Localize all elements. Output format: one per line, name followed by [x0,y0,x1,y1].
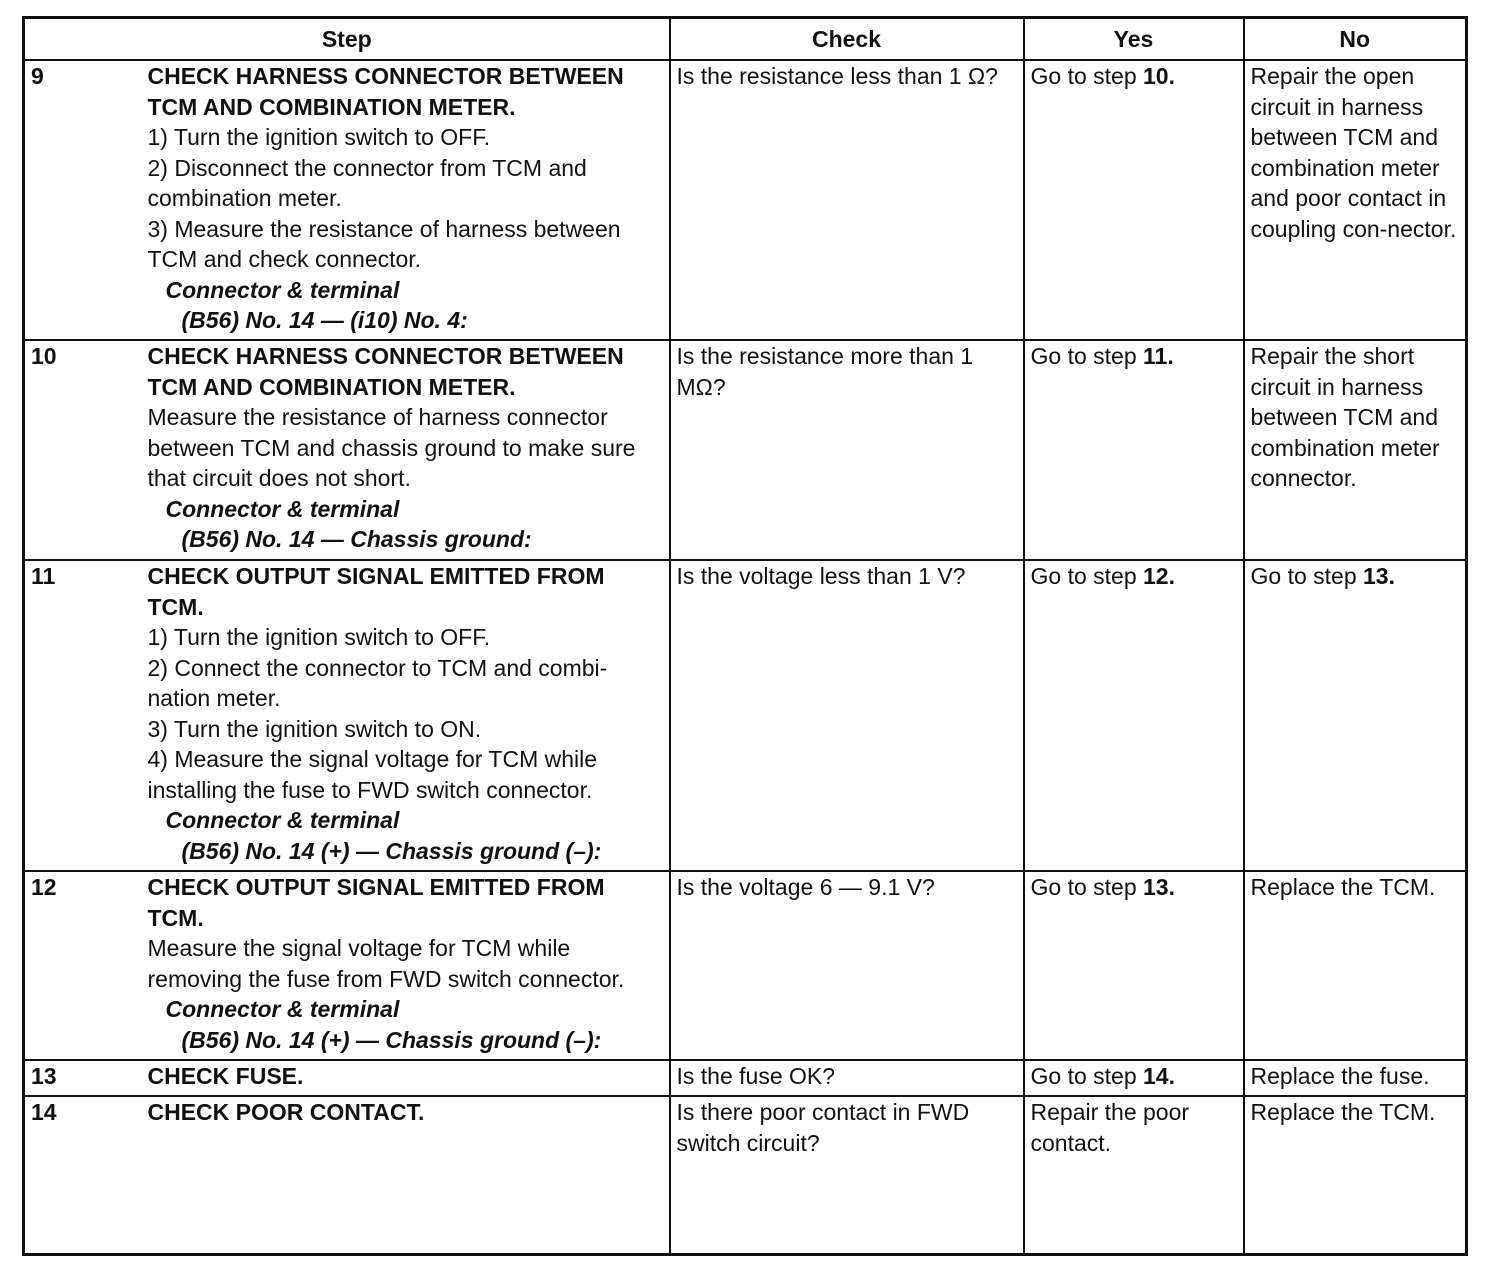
yes-step-ref: 10. [1143,63,1175,89]
no-cell: Repair the short circuit in harness between TCM and combination meter connector. [1244,340,1467,560]
step-title: CHECK POOR CONTACT. [147,1099,425,1125]
header-no: No [1244,18,1467,61]
check-cell: Is the voltage less than 1 V? [670,560,1024,871]
step-title: CHECK FUSE. [147,1063,304,1089]
yes-cell: Repair the poor contact. [1024,1096,1244,1254]
step-instruction: 3) Turn the ignition switch to ON. [147,715,482,742]
step-cell [142,871,670,1060]
check-cell: Is there poor contact in FWD switch circuit? [670,1096,1024,1254]
table-row [24,60,1467,340]
yes-cell [1024,60,1244,340]
header-step: Step [24,18,670,61]
step-title: CHECK OUTPUT SIGNAL EMITTED FROM TCM. [147,563,605,620]
step-cell [142,340,670,560]
step-cell [142,60,670,340]
connector-label: Connector & terminal [165,495,400,522]
check-cell: Is the voltage 6 — 9.1 V? [670,871,1024,1060]
step-title: CHECK HARNESS CONNECTOR BETWEEN TCM AND COMBINATION METER. [147,63,624,120]
step-instruction: 2) Disconnect the connector from TCM and combination meter. [147,154,587,211]
yes-prefix: Go to step [1030,63,1144,89]
step-number: 14 [24,1096,142,1254]
table-row [24,871,1467,1060]
yes-step-ref: 12. [1143,563,1175,589]
step-cell [142,1060,670,1096]
no-cell: Replace the TCM. [1244,871,1467,1060]
no-cell: Replace the TCM. [1244,1096,1467,1254]
connector-label: Connector & terminal [165,807,400,833]
step-number: 9 [24,60,142,340]
yes-cell [1024,340,1244,560]
no-prefix: Go to step [1250,563,1364,589]
yes-cell [1024,560,1244,871]
yes-step-ref: 14. [1143,1063,1175,1089]
header-yes: Yes [1024,18,1244,61]
step-instruction: 2) Connect the connector to TCM and combi-nation meter. [147,654,608,711]
yes-cell [1024,871,1244,1060]
check-cell: Is the fuse OK? [670,1060,1024,1096]
yes-prefix: Go to step [1030,563,1144,589]
step-number: 12 [24,871,142,1060]
step-number: 11 [24,560,142,871]
step-instruction: 4) Measure the signal voltage for TCM while installing the fuse to FWD switch connector. [147,746,598,803]
no-cell: Repair the open circuit in harness between TCM and combination meter and poor contact in coupling con-nector. [1244,60,1467,340]
check-cell: Is the resistance less than 1 Ω? [670,60,1024,340]
step-instruction: Measure the resistance of harness connector between TCM and chassis ground to make sure that circuit does not short. [147,404,636,491]
step-instruction: Measure the signal voltage for TCM while removing the fuse from FWD switch connector. [147,935,625,992]
step-number: 13 [24,1060,142,1096]
no-cell: Replace the fuse. [1244,1060,1467,1096]
table-row [24,1096,1467,1254]
step-number: 10 [24,340,142,560]
step-instruction: 3) Measure the resistance of harness between TCM and check connector. [147,215,621,272]
header-check: Check [670,18,1024,61]
no-cell [1244,560,1467,871]
table-row [24,1060,1467,1096]
check-cell: Is the resistance more than 1 MΩ? [670,340,1024,560]
yes-prefix: Go to step [1030,1063,1144,1089]
yes-prefix: Go to step [1030,343,1144,369]
table-row [24,560,1467,871]
yes-step-ref: 13. [1143,874,1175,900]
yes-prefix: Go to step [1030,874,1144,900]
connector-label: Connector & terminal [165,996,400,1022]
step-cell [142,1096,670,1254]
step-instruction: 1) Turn the ignition switch to OFF. [147,624,491,650]
connector-terminal: (B56) No. 14 — (i10) No. 4: [181,307,468,333]
yes-step-ref: 11. [1143,343,1174,369]
connector-label: Connector & terminal [165,276,400,303]
table-row [24,340,1467,560]
connector-terminal: (B56) No. 14 (+) — Chassis ground (–): [181,1026,602,1053]
no-step-ref: 13. [1363,563,1395,589]
diagnostic-table [22,16,1468,1256]
connector-terminal: (B56) No. 14 (+) — Chassis ground (–): [181,837,602,864]
step-title: CHECK OUTPUT SIGNAL EMITTED FROM TCM. [147,874,605,931]
yes-cell [1024,1060,1244,1096]
step-title: CHECK HARNESS CONNECTOR BETWEEN TCM AND COMBINATION METER. [147,343,624,400]
step-instruction: 1) Turn the ignition switch to OFF. [147,124,491,150]
step-cell [142,560,670,871]
connector-terminal: (B56) No. 14 — Chassis ground: [181,526,532,552]
header-row [24,18,1467,61]
